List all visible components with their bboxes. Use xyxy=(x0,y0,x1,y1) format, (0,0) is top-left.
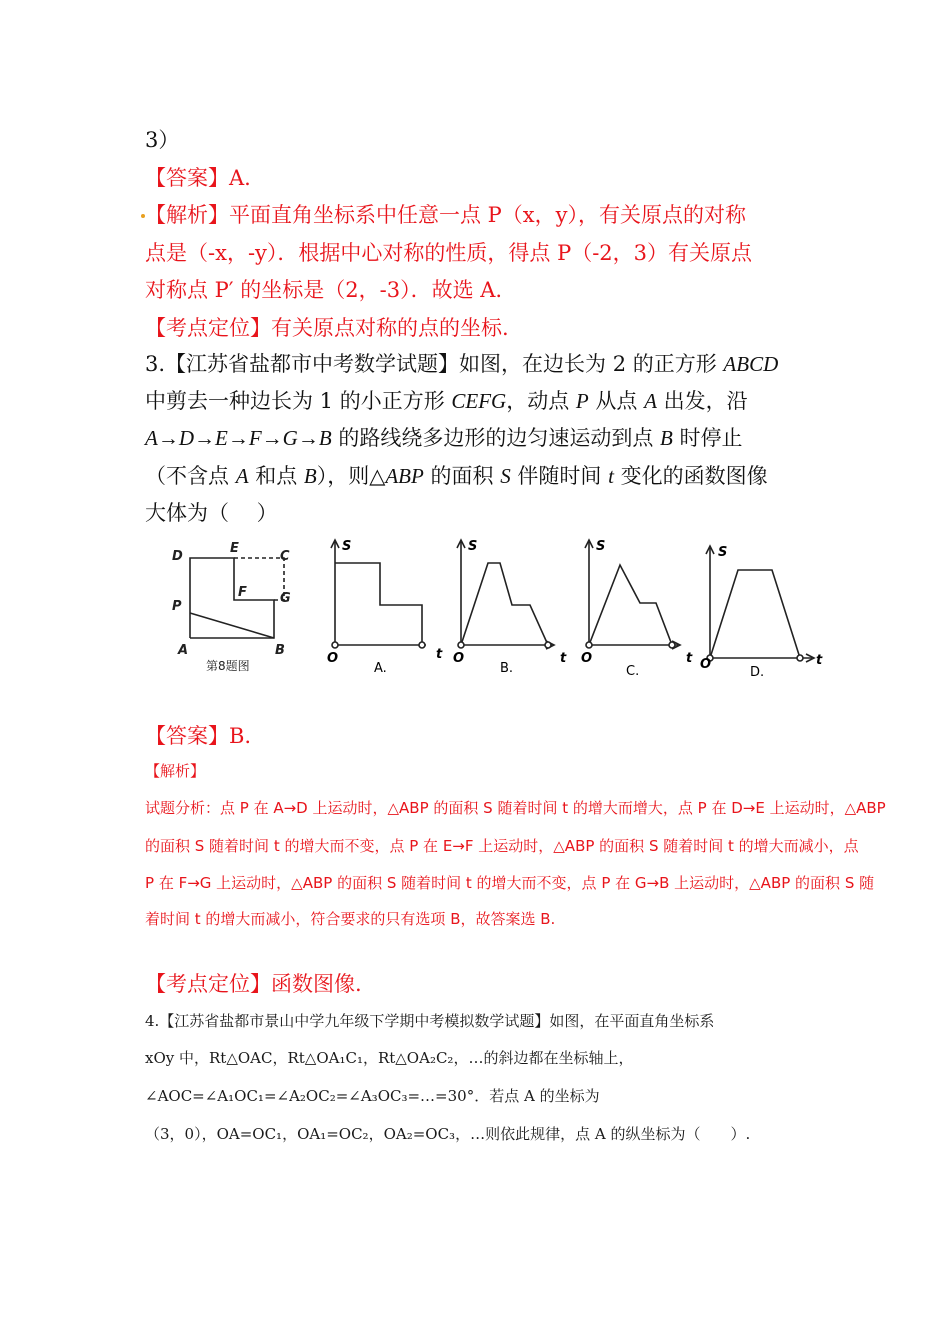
graph-d xyxy=(706,546,814,662)
q3-knowledge-point: 【考点定位】函数图像. xyxy=(145,972,362,996)
graph-d-t: t xyxy=(816,653,823,668)
label-c: C xyxy=(280,549,290,564)
graph-b-o: O xyxy=(453,651,465,666)
q4-line-3: ∠AOC=∠A₁OC₁=∠A₂OC₂=∠A₃OC₃=…=30°．若点 A 的坐标为 xyxy=(145,1087,600,1105)
graph-a-o: O xyxy=(327,651,339,666)
graph-b xyxy=(457,540,554,649)
q3-analysis-line-3: P 在 F→G 上运动时，△ABP 的面积 S 随着时间 t 的增大而不变，点 P 在 G→B 上运动时，△ABP 的面积 S 随 xyxy=(145,874,875,892)
q2-analysis-line-3: 对称点 P′ 的坐标是（2，-3）．故选 A. xyxy=(145,278,503,302)
q3-line-2: 中剪去一种边长为 1 的小正方形 CEFG，动点 P 从点 A 出发，沿 xyxy=(145,389,748,413)
option-d: D. xyxy=(750,665,765,680)
option-c: C. xyxy=(626,664,640,679)
label-b: B xyxy=(275,643,285,658)
q3-analysis-line-1: 试题分析：点 P 在 A→D 上运动时，△ABP 的面积 S 随着时间 t 的增大而增大，点 P 在 D→E 上运动时，△ABP xyxy=(145,799,886,817)
q4-line-1: 4.【江苏省盐都市景山中学九年级下学期中考模拟数学试题】如图，在平面直角坐标系 xyxy=(145,1012,715,1030)
option-a: A. xyxy=(374,661,387,676)
q3-line-5: 大体为（ ） xyxy=(145,501,278,525)
q3-figure xyxy=(160,530,830,690)
q2-tail: 3） xyxy=(145,128,180,152)
graph-b-t: t xyxy=(560,651,567,666)
q3-answer: 【答案】B. xyxy=(145,724,252,748)
graph-d-s: S xyxy=(718,545,728,560)
q3-line-4: （不含点 A 和点 B），则△ABP 的面积 S 伴随时间 t 变化的函数图像 xyxy=(145,464,768,488)
label-p: P xyxy=(172,599,182,614)
q2-answer: 【答案】A. xyxy=(145,166,251,190)
q4-line-4: （3，0），OA=OC₁，OA₁=OC₂，OA₂=OC₃，…则依此规律，点 A 的纵坐标为（ ）. xyxy=(145,1125,751,1143)
label-e: E xyxy=(230,541,239,556)
graph-d-o: O xyxy=(700,657,712,672)
q2-knowledge-point: 【考点定位】有关原点对称的点的坐标. xyxy=(145,316,509,340)
graph-c-o: O xyxy=(581,651,593,666)
graph-a-s: S xyxy=(342,539,352,554)
q3-analysis-line-4: 着时间 t 的增大而减小，符合要求的只有选项 B，故答案选 B. xyxy=(145,910,556,928)
label-d: D xyxy=(172,549,183,564)
q3-line-1: 3.【江苏省盐都市中考数学试题】如图，在边长为 2 的正方形 ABCD xyxy=(145,352,779,376)
q4-line-2: xOy 中，Rt△OAC，Rt△OA₁C₁，Rt△OA₂C₂，…的斜边都在坐标轴上， xyxy=(145,1049,634,1067)
graph-c-t: t xyxy=(686,651,693,666)
label-g: G xyxy=(280,591,291,606)
segment-pb xyxy=(190,613,274,638)
q3-analysis-line-2: 的面积 S 随着时间 t 的增大而不变，点 P 在 E→F 上运动时，△ABP 的面积 S 随着时间 t 的增大而减小，点 xyxy=(145,837,859,855)
label-f: F xyxy=(238,585,247,600)
figure-caption: 第8题图 xyxy=(206,659,250,673)
graph-c-s: S xyxy=(596,539,606,554)
q2-analysis-line-1: 【解析】平面直角坐标系中任意一点 P（x，y），有关原点的对称 xyxy=(145,203,747,227)
q2-analysis-line-2: 点是（-x，-y）．根据中心对称的性质，得点 P（-2，3）有关原点 xyxy=(145,241,753,265)
q3-analysis-title: 【解析】 xyxy=(145,762,206,780)
graph-c xyxy=(585,540,680,649)
q3-line-3: A→D→E→F→G→B 的路线绕多边形的边匀速运动到点 B 时停止 xyxy=(145,426,743,450)
option-b: B. xyxy=(500,661,514,676)
graph-a-t: t xyxy=(436,647,443,662)
graph-b-s: S xyxy=(468,539,478,554)
graph-a xyxy=(331,540,426,648)
label-a: A xyxy=(178,643,189,658)
